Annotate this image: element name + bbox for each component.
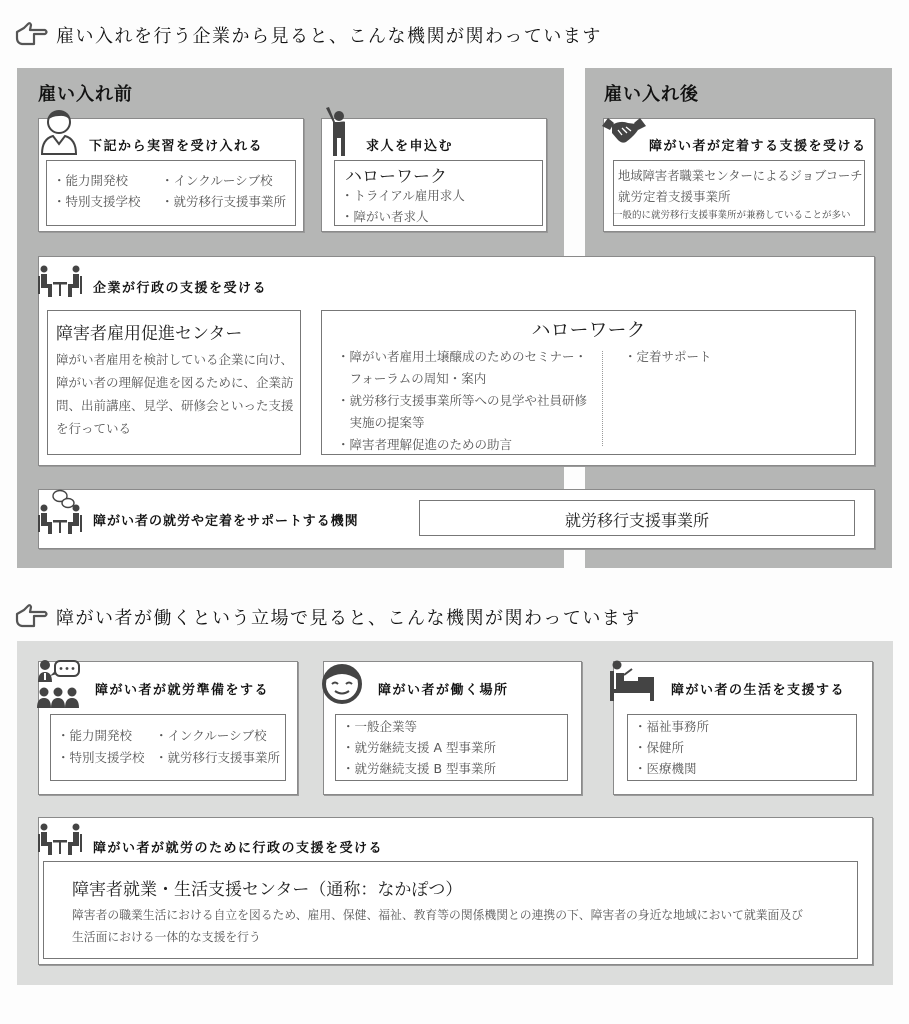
before-hiring-title: 雇い入れ前: [38, 84, 133, 105]
support-org-heading: 障がい者の就労や定着をサポートする機関: [93, 514, 359, 529]
nakapotsu-card: [38, 817, 873, 965]
job-offer-card: [321, 118, 547, 232]
list-item: ・就労移行支援事業所: [161, 194, 287, 209]
column-divider: [602, 351, 603, 446]
list-item: ・障害者理解促進のための助言: [337, 437, 513, 452]
job-offer-heading: 求人を申込む: [366, 139, 454, 154]
employment-promotion-center-description: 障がい者雇用を検討している企業に向け、障がい者の理解促進を図るために、企業訪問、出前講座、見学、研修会といった支援を行っている: [56, 352, 294, 436]
list-item: ・能力開発校: [57, 728, 133, 743]
group-discussion-icon: [37, 659, 83, 709]
list-item: ・就労継続支援 B 型事業所: [342, 761, 497, 776]
raising-hand-person-icon: [322, 106, 352, 158]
retention-list: [613, 160, 865, 226]
section2-heading-text: 障がい者が働くという立場で見ると、こんな機関が関わっています: [56, 608, 641, 629]
list-item: 実施の提案等: [337, 415, 425, 430]
workplace-heading: 障がい者が働く場所: [378, 683, 509, 698]
internship-heading: 下記から実習を受け入れる: [89, 139, 264, 154]
after-hiring-title: 雇い入れ後: [604, 84, 699, 105]
list-item: ・障がい者雇用土壌醸成のためのセミナー・: [337, 349, 588, 364]
pointing-hand-icon: [14, 604, 50, 630]
section1-heading: [14, 22, 602, 48]
list-item: ・就労継続支援 A 型事業所: [342, 740, 496, 755]
section2-heading: [14, 604, 641, 630]
pointing-hand-icon: [14, 22, 50, 48]
list-item: ・一般企業等: [342, 719, 418, 734]
job-offer-list: [334, 160, 543, 226]
list-item: ・インクルーシブ校: [161, 173, 273, 188]
retention-office-text: 就労定着支援事業所: [618, 189, 731, 204]
support-org-box: [419, 500, 855, 536]
life-support-heading: 障がい者の生活を支援する: [671, 683, 846, 698]
list-item: ・定着サポート: [624, 349, 712, 364]
list-item: ・保健所: [634, 740, 685, 755]
nakapotsu-description-line2: 生活面における一体的な支援を行う: [72, 930, 261, 944]
employment-promotion-center-title: 障害者雇用促進センター: [56, 324, 243, 344]
employment-promotion-center-box: [47, 310, 301, 455]
hellowork-title: ハローワーク: [531, 319, 646, 341]
list-item: ・特別支援学校: [57, 750, 145, 765]
list-item: ・就労移行支援事業所: [155, 750, 281, 765]
workplace-list: [335, 714, 568, 781]
nakapotsu-box: [43, 861, 858, 959]
handshake-icon: [600, 116, 648, 146]
admin-support-heading: 企業が行政の支援を受ける: [93, 281, 268, 296]
admin-support-card: [38, 256, 875, 466]
list-item: ・就労移行支援事業所等への見学や社員研修: [337, 393, 588, 408]
nakapotsu-heading: 障がい者が就労のために行政の支援を受ける: [93, 841, 384, 856]
prep-list: [50, 714, 286, 781]
list-item: ・福祉事務所: [634, 719, 710, 734]
person-trainer-icon: [39, 108, 79, 156]
life-support-list: [627, 714, 857, 781]
smiling-face-icon: [322, 664, 362, 704]
list-item: ・インクルーシブ校: [155, 728, 267, 743]
list-item: ・特別支援学校: [53, 194, 141, 209]
nakapotsu-description-line1: 障害者の職業生活における自立を図るため、雇用、保健、福祉、教育等の関係機関との連携の下、障害者の身近な地域において就業面及び: [72, 908, 803, 922]
meeting-people-icon: [36, 264, 84, 298]
nakapotsu-title: 障害者就業・生活支援センター（通称：なかぽつ）: [72, 880, 463, 900]
list-item: ・医療機関: [634, 761, 697, 776]
list-item: フォーラムの周知・案内: [337, 371, 487, 386]
internship-list: [46, 160, 296, 226]
hellowork-label: ハローワーク: [345, 167, 447, 187]
section1-heading-text: 雇い入れを行う企業から見ると、こんな機関が関わっています: [56, 26, 602, 47]
hellowork-support-box: [321, 310, 856, 455]
list-item: ・能力開発校: [53, 173, 129, 188]
jobcoach-text: 地域障害者職業センターによるジョブコーチ: [618, 169, 863, 183]
support-org-name: 就労移行支援事業所: [564, 511, 709, 530]
patient-bed-icon: [608, 659, 658, 703]
retention-heading: 障がい者が定着する支援を受ける: [649, 139, 867, 154]
consultation-icon: [36, 487, 84, 535]
support-org-card: [38, 489, 875, 549]
prep-heading: 障がい者が就労準備をする: [95, 683, 270, 698]
meeting-people-icon: [36, 822, 84, 856]
retention-note: 一般的に就労移行支援事業所が兼務していることが多い: [613, 210, 851, 221]
list-item: ・障がい者求人: [341, 209, 429, 224]
list-item: ・トライアル雇用求人: [341, 188, 465, 203]
